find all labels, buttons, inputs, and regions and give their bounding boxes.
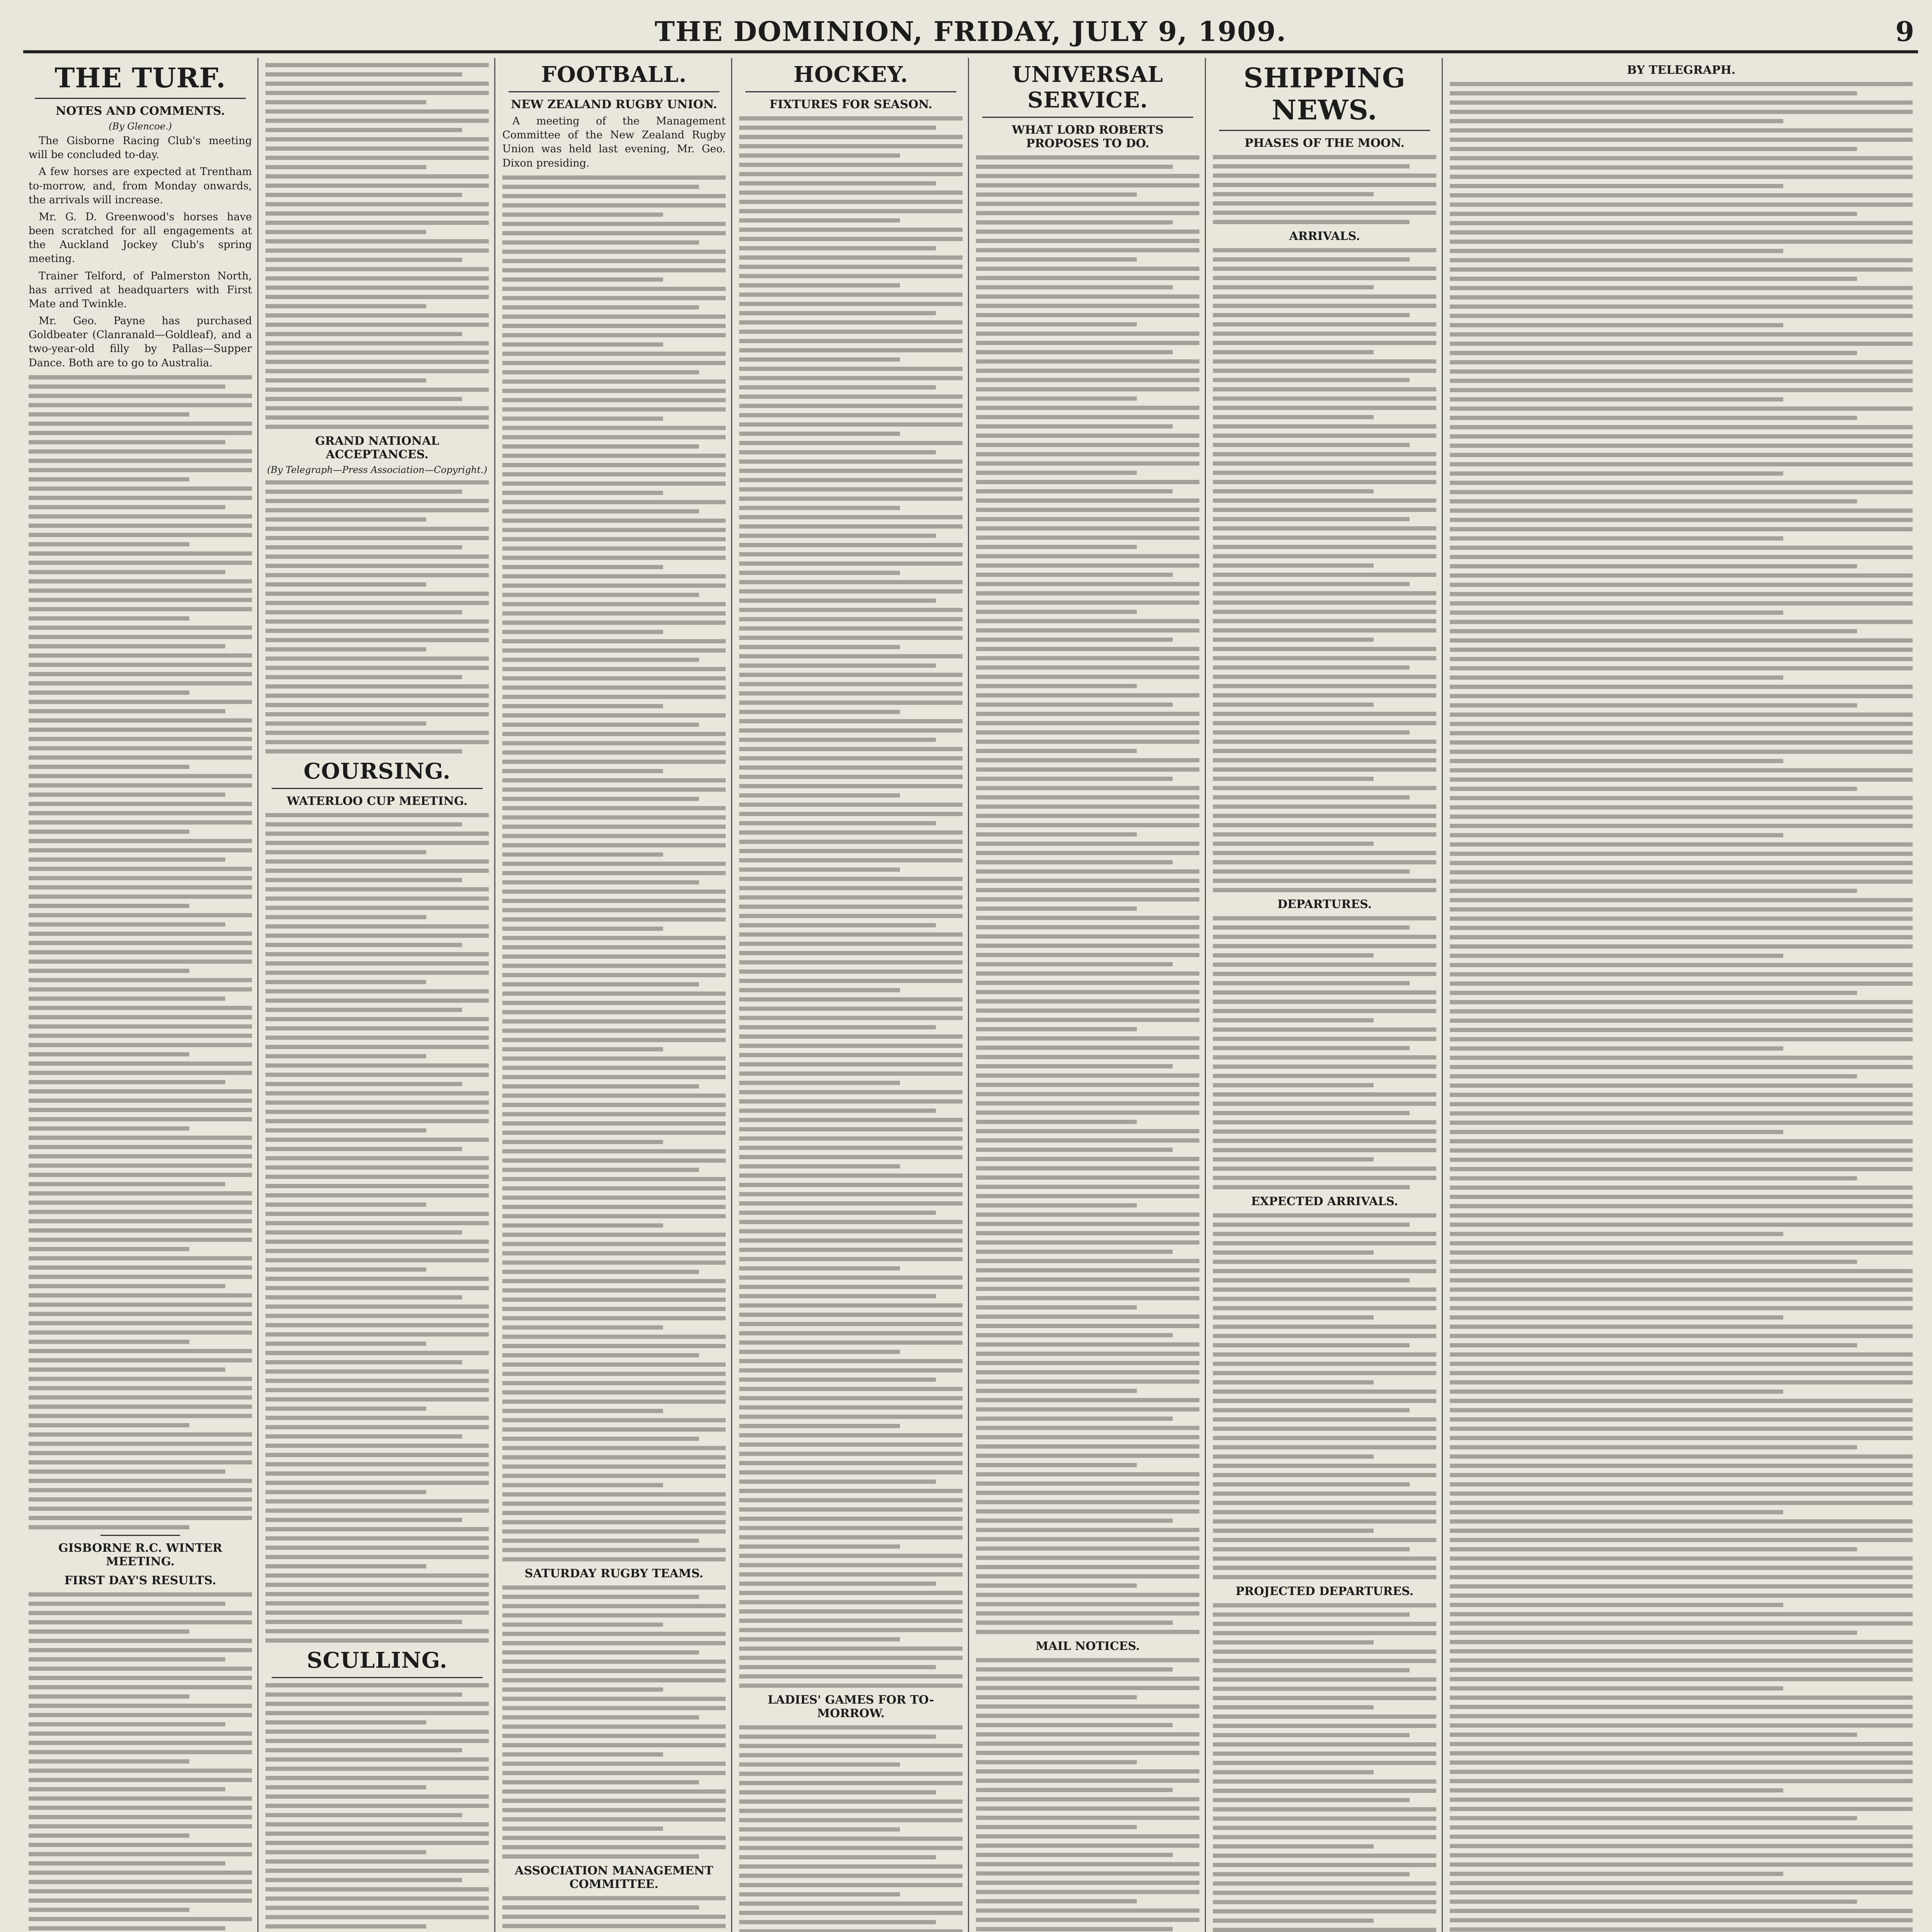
shipping-title: SHIPPING NEWS. — [1243, 62, 1406, 126]
body-text-lines — [265, 480, 489, 753]
turf-subhead: NOTES AND COMMENTS. — [55, 104, 225, 118]
column-turf — [23, 58, 259, 1932]
body-text-lines — [976, 1658, 1199, 1932]
columns — [23, 58, 1918, 1932]
column-shipping — [1208, 58, 1443, 1932]
masthead — [23, 15, 1918, 53]
football-para: A meeting of the Management Committee of the New Zealand Rugby Union was held last evening, Mr. Geo. Dixon presiding. — [502, 115, 726, 169]
turf-para: The Gisborne Racing Club's meeting will be concluded to-day. — [29, 135, 252, 161]
body-text-lines — [502, 175, 726, 1561]
body-text-lines — [1450, 82, 1913, 1932]
body-text-lines — [1213, 248, 1436, 892]
hockey-title: HOCKEY. — [793, 62, 908, 87]
moon-head: PHASES OF THE MOON. — [1244, 136, 1405, 150]
coursing-title: COURSING. — [303, 759, 451, 784]
sculling-title: SCULLING. — [306, 1648, 448, 1673]
projected-departures-head: PROJECTED DEPARTURES. — [1235, 1585, 1414, 1598]
turf-byline: (By Glencoe.) — [109, 121, 172, 132]
gisborne-head: GISBORNE R.C. WINTER MEETING. — [58, 1541, 222, 1568]
body-text-lines — [1213, 1213, 1436, 1579]
body-text-lines — [265, 1683, 489, 1932]
body-text-lines — [502, 1896, 726, 1932]
body-text-lines — [739, 1725, 963, 1932]
column-telegraph — [1444, 58, 1918, 1932]
turf-para: Trainer Telford, of Palmerston North, has arrived at headquarters with First Mate and Twinkle. — [29, 270, 252, 310]
body-text-lines — [502, 1585, 726, 1859]
masthead-title: THE DOMINION, FRIDAY, JULY 9, 1909. — [655, 15, 1287, 48]
gisborne-sub: FIRST DAY'S RESULTS. — [64, 1573, 216, 1587]
body-text-lines — [1213, 1603, 1436, 1932]
body-text-lines — [29, 375, 252, 1529]
universal-service-head: WHAT LORD ROBERTS PROPOSES TO DO. — [1012, 123, 1164, 150]
universal-service-title: UNIVERSAL SERVICE. — [1012, 62, 1163, 113]
grand-national-sub: (By Telegraph—Press Association—Copyright.) — [267, 464, 487, 475]
column-universal-service — [971, 58, 1206, 1932]
association-head: ASSOCIATION MANAGEMENT COMMITTEE. — [515, 1864, 713, 1891]
arrivals-head: ARRIVALS. — [1289, 230, 1360, 243]
turf-para: Mr. Geo. Payne has purchased Goldbeater (Clanranald—Goldleaf), and a two-year-old filly by Pallas—Supper Dance. Both are to go to Australia. — [29, 315, 252, 369]
football-title: FOOTBALL. — [541, 62, 687, 87]
by-telegraph-head: BY TELEGRAPH. — [1627, 63, 1736, 77]
body-text-lines — [265, 813, 489, 1643]
saturday-teams-head: SATURDAY RUGBY TEAMS. — [524, 1566, 704, 1580]
turf-para: Mr. G. D. Greenwood's horses have been scratched for all engagements at the Auckland Jockey Club's spring meeting. — [29, 211, 252, 265]
column-football — [497, 58, 732, 1932]
body-text-lines — [29, 1592, 252, 1932]
coursing-head: WATERLOO CUP MEETING. — [286, 794, 468, 808]
column-racing-coursing — [260, 58, 495, 1932]
column-hockey — [734, 58, 969, 1932]
body-text-lines — [739, 116, 963, 1688]
departures-head: DEPARTURES. — [1277, 898, 1372, 911]
hockey-head: FIXTURES FOR SEASON. — [769, 98, 932, 111]
turf-para: A few horses are expected at Trentham to-morrow, and, from Monday onwards, the arrivals will increase. — [29, 166, 252, 206]
grand-national-head: GRAND NATIONAL ACCEPTANCES. — [315, 434, 439, 461]
body-text-lines — [1213, 916, 1436, 1189]
page-number: 9 — [1895, 15, 1914, 48]
mail-notices-head: MAIL NOTICES. — [1036, 1639, 1140, 1653]
body-text-lines — [976, 155, 1199, 1634]
football-head: NEW ZEALAND RUGBY UNION. — [511, 98, 717, 111]
expected-arrivals-head: EXPECTED ARRIVALS. — [1251, 1195, 1398, 1208]
body-text-lines — [265, 63, 489, 429]
ladies-games-head: LADIES' GAMES FOR TO-MORROW. — [767, 1693, 934, 1720]
turf-title: THE TURF. — [54, 62, 226, 94]
body-text-lines — [1213, 155, 1436, 224]
